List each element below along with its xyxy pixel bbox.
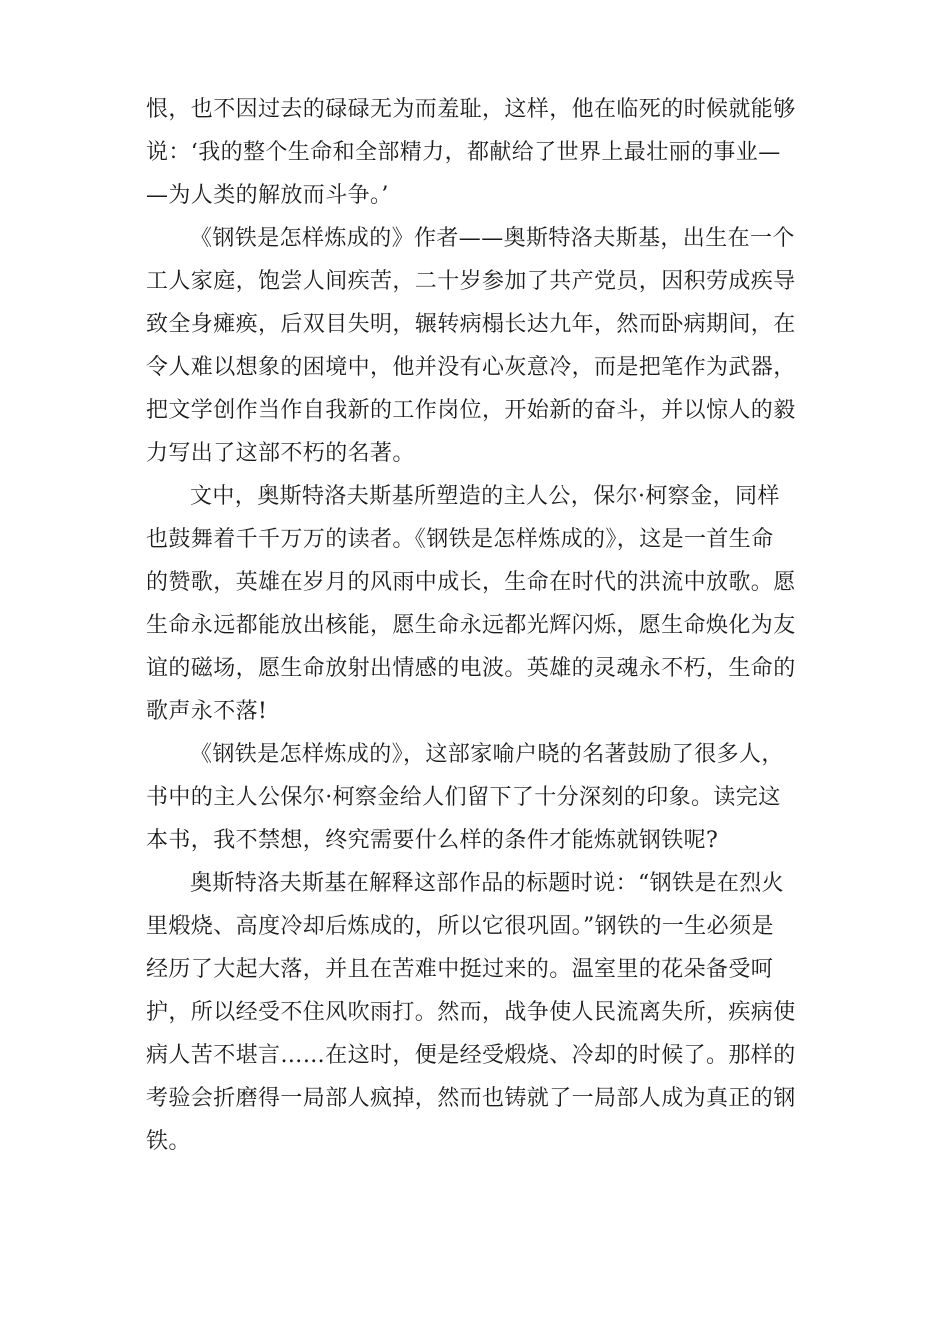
text-line: 铁。 (146, 1129, 191, 1154)
text-line: 经历了大起大落，并且在苦难中挺过来的。温室里的花朵备受呵 (146, 957, 774, 982)
text-line: 生命永远都能放出核能，愿生命永远都光辉闪烁，愿生命焕化为友 (146, 613, 796, 638)
text-line: 里煅烧、高度冷却后炼成的，所以它很巩固。”钢铁的一生必须是 (146, 914, 774, 939)
text-line: 恨，也不因过去的碌碌无为而羞耻，这样，他在临死的时候就能够 (146, 97, 796, 122)
text-line: 护，所以经受不住风吹雨打。然而，战争使人民流离失所，疾病使 (146, 1000, 796, 1025)
text-line: 令人难以想象的困境中，他并没有心灰意冷，而是把笔作为武器， (146, 355, 796, 380)
text-line: 病人苦不堪言……在这时，便是经受煅烧、冷却的时候了。那样的 (146, 1043, 796, 1068)
paragraph-first-line: 《钢铁是怎样炼成的》，这部家喻户晓的名著鼓励了很多人， (190, 742, 784, 767)
paragraph-first-line: 文中，奥斯特洛夫斯基所塑造的主人公，保尔·柯察金，同样 (190, 484, 780, 509)
text-line: 工人家庭，饱尝人间疾苦，二十岁参加了共产党员，因积劳成疾导 (146, 269, 796, 294)
text-line: 本书，我不禁想，终究需要什么样的条件才能炼就钢铁呢? (146, 828, 719, 853)
paragraph-first-line: 奥斯特洛夫斯基在解释这部作品的标题时说：“钢铁是在烈火 (190, 871, 785, 896)
text-line: 歌声永不落! (146, 699, 268, 724)
text-line: 书中的主人公保尔·柯察金给人们留下了十分深刻的印象。读完这 (146, 785, 781, 810)
text-line: —为人类的解放而斗争。’ (146, 183, 389, 208)
text-line: 谊的磁场，愿生命放射出情感的电波。英雄的灵魂永不朽，生命的 (146, 656, 796, 681)
paragraph-first-line: 《钢铁是怎样炼成的》作者——奥斯特洛夫斯基，出生在一个 (190, 226, 795, 251)
text-line: 说：‘我的整个生命和全部精力，都献给了世界上最壮丽的事业— (146, 140, 781, 165)
text-line: 致全身瘫痪，后双目失明，辗转病榻长达九年，然而卧病期间，在 (146, 312, 796, 337)
text-line: 把文学创作当作自我新的工作岗位，开始新的奋斗，并以惊人的毅 (146, 398, 796, 423)
text-line: 考验会折磨得一局部人疯掉，然而也铸就了一局部人成为真正的钢 (146, 1086, 796, 1111)
text-line: 也鼓舞着千千万万的读者。《钢铁是怎样炼成的》，这是一首生命 (146, 527, 774, 552)
text-line: 力写出了这部不朽的名著。 (146, 441, 415, 466)
text-line: 的赞歌，英雄在岁月的风雨中成长，生命在时代的洪流中放歌。愿 (146, 570, 796, 595)
